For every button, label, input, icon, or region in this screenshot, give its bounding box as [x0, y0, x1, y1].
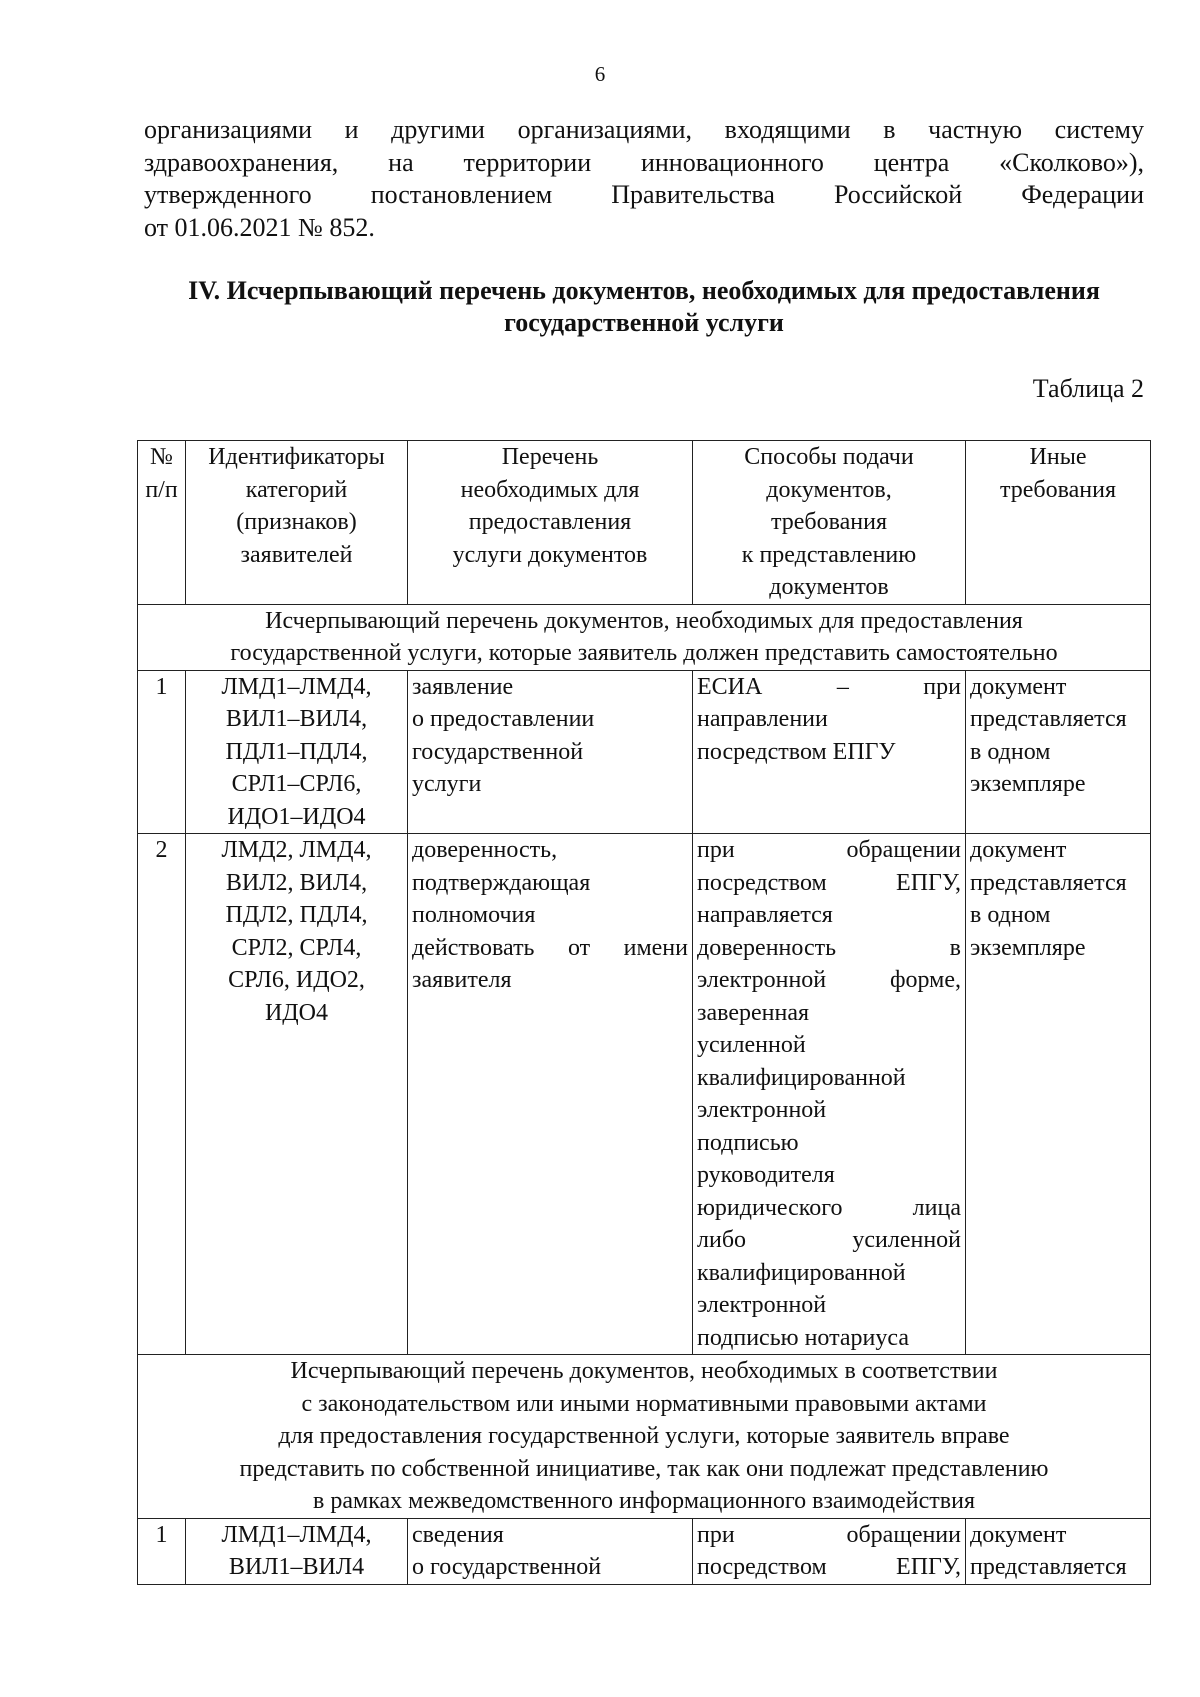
- table-row: [138, 834, 1151, 1355]
- intro-line: от 01.06.2021 № 852.: [144, 212, 375, 242]
- section-title-line: государственной услуги: [504, 308, 784, 337]
- row-num: 2: [138, 834, 186, 1355]
- intro-line: утвержденного постановлением Правительства Российской Федерации: [144, 180, 1144, 209]
- section-heading-own-documents: Исчерпывающий перечень документов, необходимых для предоставления государственной услуги, которые заявитель должен представить самостоятельно: [138, 604, 1151, 670]
- table-row: [138, 1518, 1151, 1584]
- header-num: № п/п: [138, 441, 186, 605]
- row-document: сведения о государственной: [408, 1518, 693, 1584]
- row-document: доверенность, подтверждающая полномочия действовать от имени заявителя: [408, 834, 693, 1355]
- row-other-requirements: документ представляется: [966, 1518, 1151, 1584]
- row-identifiers: ЛМД2, ЛМД4, ВИЛ2, ВИЛ4, ПДЛ2, ПДЛ4, СРЛ2, СРЛ4, СРЛ6, ИДО2, ИДО4: [186, 834, 408, 1355]
- row-submission-method: при обращении посредством ЕПГУ, направляется доверенность в электронной форме, заверенная усиленной квалифицированной электронной подписью руководителя юридического лица либо усиленной квалифицированной электронной подписью нотариуса: [693, 834, 966, 1355]
- table-label: Таблица 2: [1032, 374, 1144, 403]
- row-submission-method: ЕСИА – при направлении посредством ЕПГУ: [693, 670, 966, 834]
- row-num: 1: [138, 670, 186, 834]
- row-identifiers: ЛМД1–ЛМД4, ВИЛ1–ВИЛ4: [186, 1518, 408, 1584]
- table-section-row: [138, 604, 1151, 670]
- row-submission-method: при обращении посредством ЕПГУ,: [693, 1518, 966, 1584]
- intro-line: здравоохранения, на территории инновационного центра «Сколково»),: [144, 147, 1144, 177]
- header-documents: Перечень необходимых для предоставления услуги документов: [408, 441, 693, 605]
- table-row: [138, 670, 1151, 834]
- row-identifiers: ЛМД1–ЛМД4, ВИЛ1–ВИЛ4, ПДЛ1–ПДЛ4, СРЛ1–СРЛ6, ИДО1–ИДО4: [186, 670, 408, 834]
- table-header-row: [138, 441, 1151, 605]
- header-other-requirements: Иные требования: [966, 441, 1151, 605]
- row-document: заявление о предоставлении государственной услуги: [408, 670, 693, 834]
- documents-table: [137, 440, 1151, 1585]
- section-title: [144, 275, 1144, 339]
- header-submission-methods: Способы подачи документов, требования к представлению документов: [693, 441, 966, 605]
- section-heading-interagency-documents: Исчерпывающий перечень документов, необходимых в соответствии с законодательством или иными нормативными правовыми актами для предоставления государственной услуги, которые заявитель вправе представить по собственной инициативе, так как они подлежат представлению в рамках межведомственного информационного взаимодействия: [138, 1355, 1151, 1519]
- intro-line: организациями и другими организациями, входящими в частную систему: [144, 115, 1144, 144]
- row-other-requirements: документ представляется в одном экземпляре: [966, 670, 1151, 834]
- row-num: 1: [138, 1518, 186, 1584]
- header-identifiers: Идентификаторы категорий (признаков) заявителей: [186, 441, 408, 605]
- row-other-requirements: документ представляется в одном экземпляре: [966, 834, 1151, 1355]
- table-section-row: [138, 1355, 1151, 1519]
- page-number: 6: [594, 62, 606, 86]
- intro-paragraph: [144, 114, 1144, 244]
- section-title-line: IV. Исчерпывающий перечень документов, необходимых для предоставления: [188, 276, 1100, 305]
